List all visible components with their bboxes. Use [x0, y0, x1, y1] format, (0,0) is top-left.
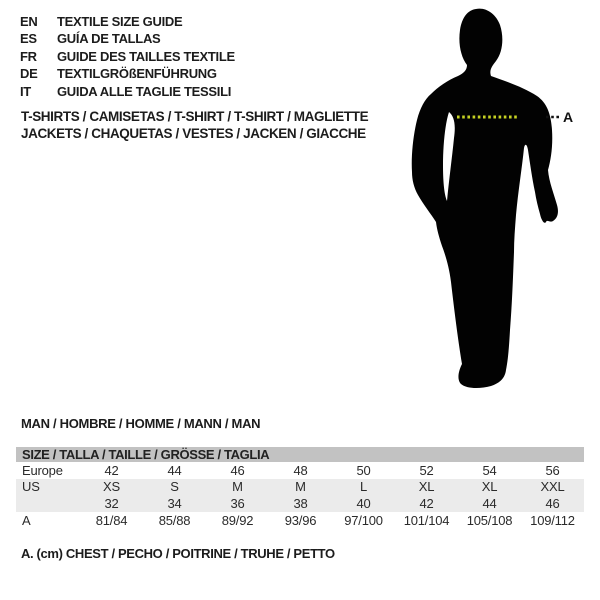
row-label [16, 495, 80, 512]
table-row-chest-a [16, 512, 584, 530]
table-cell: XL [481, 479, 498, 494]
table-cell: 46 [230, 463, 245, 478]
table-cell: 44 [167, 463, 182, 478]
table-cell: XXL [540, 479, 565, 494]
table-cell: 36 [230, 496, 245, 511]
table-cell: 52 [419, 463, 434, 478]
language-row-de [20, 65, 235, 82]
table-cell: 42 [419, 496, 434, 511]
table-row-europe [16, 462, 584, 479]
table-row-us [16, 479, 584, 495]
table-cell: 109/112 [530, 513, 575, 528]
size-guide-figure [400, 0, 600, 400]
language-label: GUIDA ALLE TAGLIE TESSILI [57, 83, 232, 99]
table-cell: 105/108 [466, 513, 513, 528]
table-cell: 81/84 [95, 513, 128, 528]
table-cell: 44 [482, 496, 497, 511]
language-label: TEXTILGRÖßENFÜHRUNG [57, 66, 217, 82]
table-cell: 101/104 [403, 513, 450, 528]
table-cell: 97/100 [344, 513, 383, 528]
language-code: IT [20, 83, 31, 99]
measure-label-a: A [563, 109, 574, 125]
table-cell: M [295, 479, 306, 494]
language-code: EN [20, 14, 38, 29]
table-cell: 89/92 [221, 513, 254, 528]
language-row-fr [20, 48, 235, 65]
table-cell: 32 [104, 496, 119, 511]
table-cell: 56 [545, 463, 560, 478]
table-cell: XS [103, 479, 120, 494]
table-cell: 50 [356, 463, 371, 478]
language-label: TEXTILE SIZE GUIDE [57, 14, 183, 29]
table-cell: 85/88 [158, 513, 191, 528]
measure-footnote: A. (cm) CHEST / PECHO / POITRINE / TRUHE / PETTO [21, 546, 335, 561]
table-cell: 42 [104, 463, 119, 478]
section-title-man: MAN / HOMBRE / HOMME / MANN / MAN [21, 416, 261, 431]
table-cell: 46 [545, 496, 560, 511]
category-line-tshirts: T-SHIRTS / CAMISETAS / T-SHIRT / T-SHIRT / MAGLIETTE [21, 109, 369, 124]
language-row-en [20, 13, 235, 30]
language-code: FR [20, 48, 37, 64]
language-label: GUÍA DE TALLAS [57, 31, 161, 47]
row-label: US [22, 479, 40, 494]
garment-categories [21, 108, 368, 142]
row-label: Europe [22, 463, 63, 478]
man-silhouette [412, 9, 558, 388]
table-cell: 38 [293, 496, 308, 511]
table-cell: L [359, 479, 368, 494]
category-line-jackets: JACKETS / CHAQUETAS / VESTES / JACKEN / GIACCHE [21, 126, 366, 141]
language-code: ES [20, 31, 37, 47]
table-cell: 34 [167, 496, 182, 511]
table-cell: 93/96 [284, 513, 317, 528]
row-label: A [22, 513, 31, 528]
language-row-it [20, 83, 235, 100]
size-table [16, 447, 584, 530]
language-list [20, 13, 235, 100]
table-cell: 48 [293, 463, 308, 478]
size-table-header: SIZE / TALLA / TAILLE / GRÖSSE / TAGLIA [16, 447, 584, 462]
table-cell: S [170, 479, 179, 494]
language-code: DE [20, 66, 38, 82]
table-cell: 54 [482, 463, 497, 478]
table-cell: M [232, 479, 243, 494]
language-label: GUIDE DES TAILLES TEXTILE [57, 48, 235, 64]
table-cell: XL [418, 479, 435, 494]
language-row-es [20, 30, 235, 47]
table-cell: 40 [356, 496, 371, 511]
table-row-uk [16, 495, 584, 512]
